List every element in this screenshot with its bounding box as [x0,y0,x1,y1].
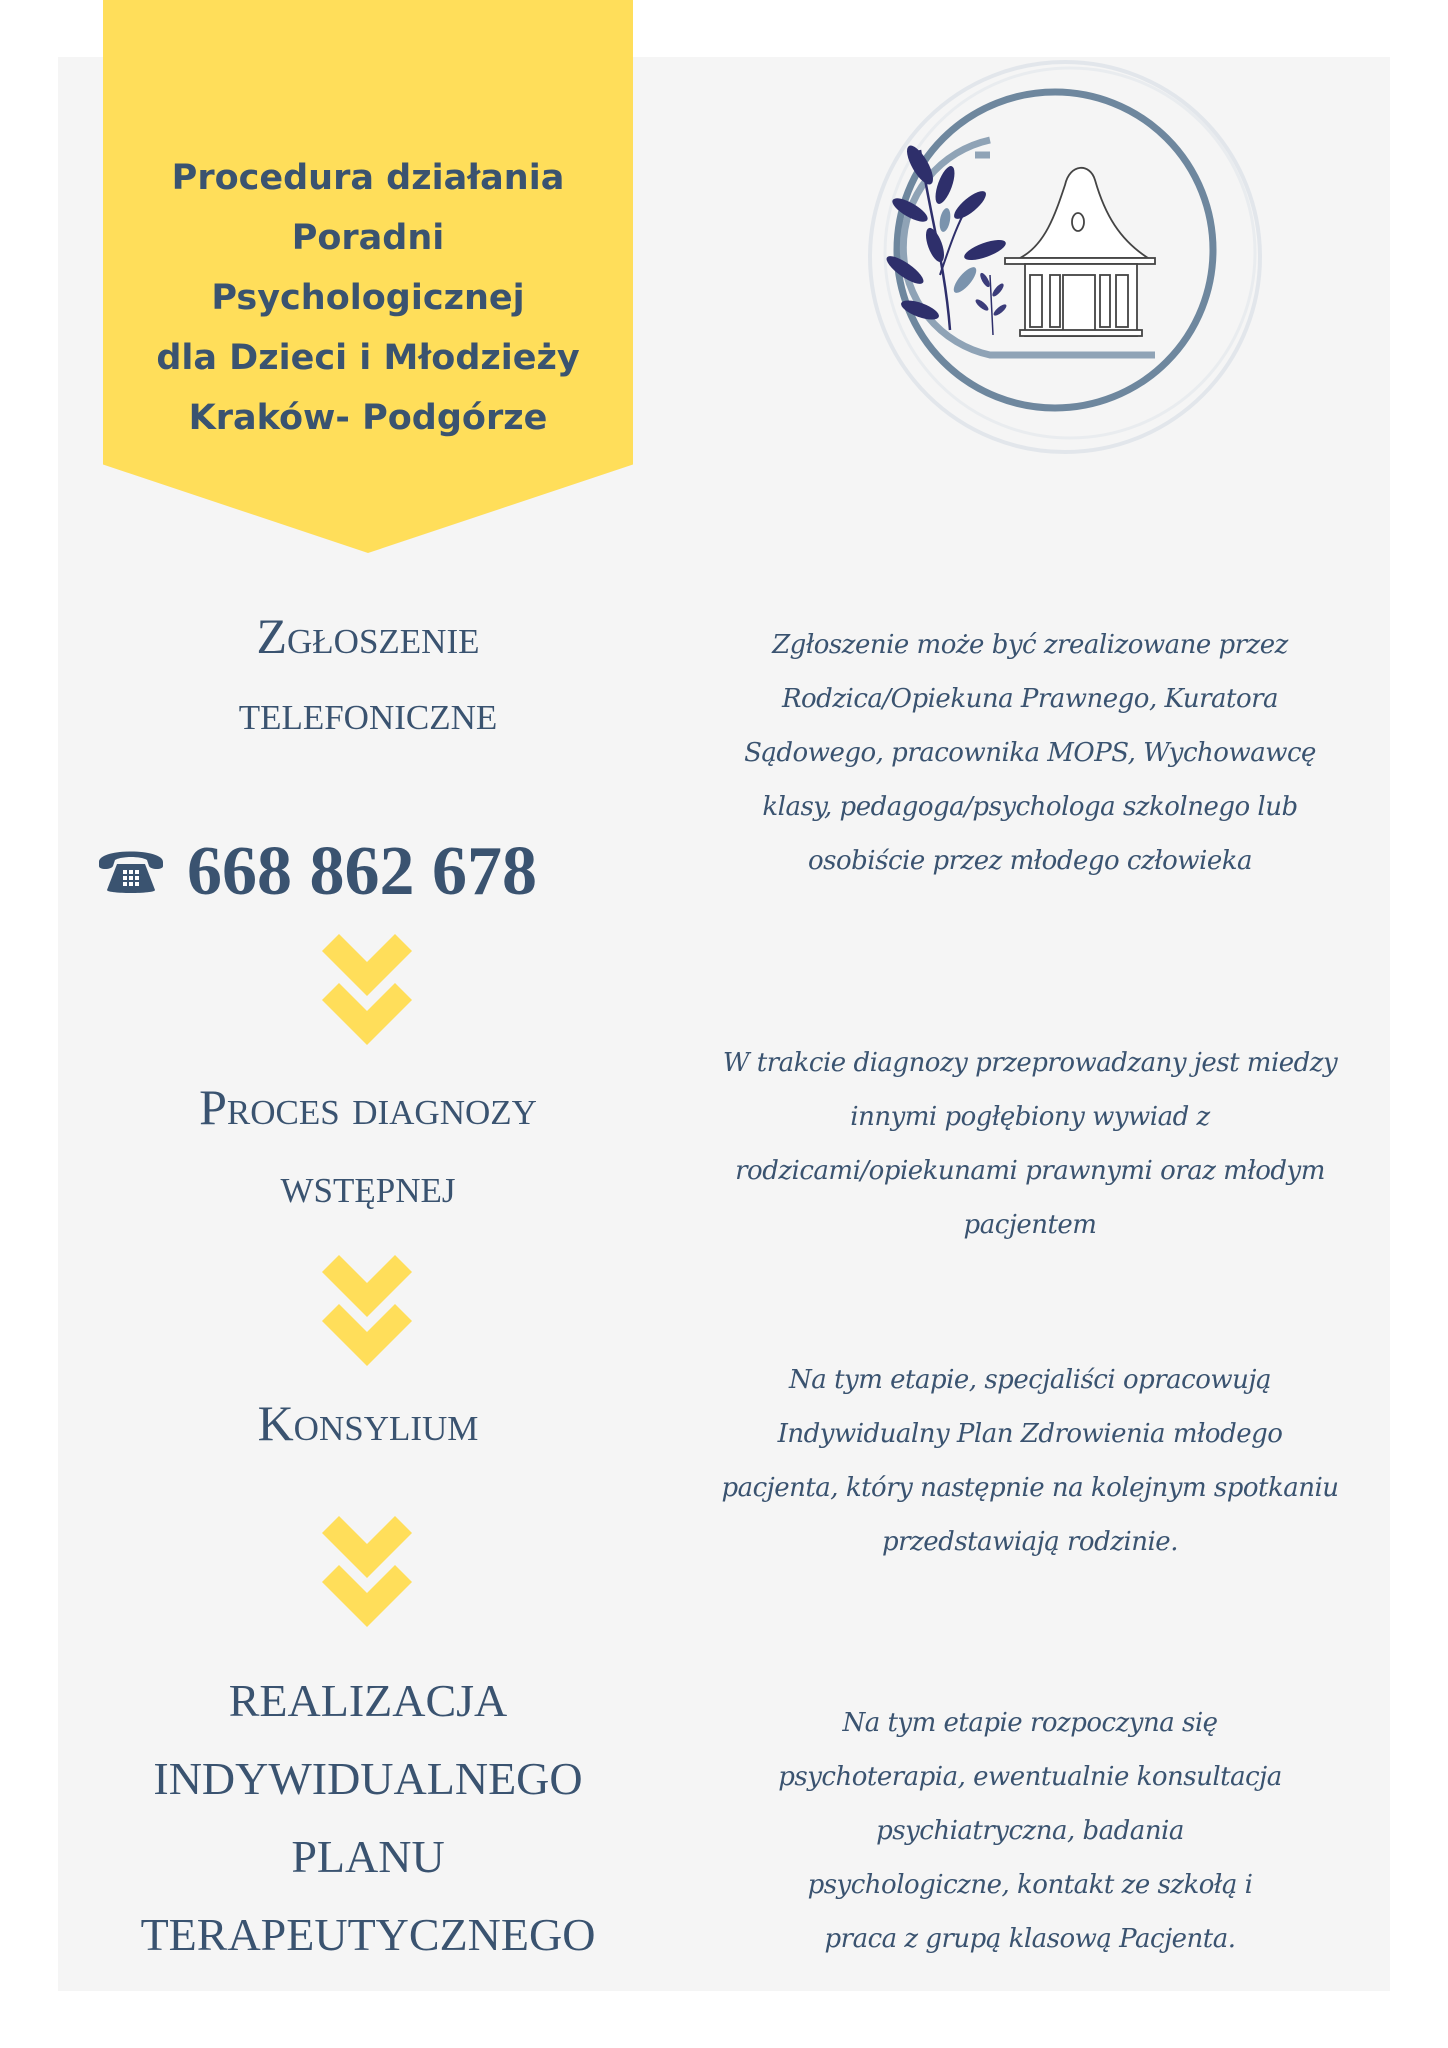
step-title-proces-diagnozy [80,1068,656,1224]
step-title-line: INDYWIDUALNEGO [153,1753,583,1804]
step-description-realizacja [700,1696,1360,1966]
description-line: Na tym etapie, specjaliści opracowują [789,1365,1271,1395]
step-title-realizacja [80,1662,656,1974]
description-line: Zgłoszenie może być zrealizowane przez [772,630,1288,660]
description-line: przedstawiają rodzinie. [882,1527,1178,1557]
banner-title-line: Kraków- Podgórze [188,398,548,438]
description-line: osobiście przez młodego człowieka [808,846,1252,876]
description-line: pacjenta, który następnie na kolejnym spotkaniu [721,1473,1339,1503]
step-title-line: PLANU [291,1831,445,1882]
description-line: Indywidualny Plan Zdrowienia młodego [777,1419,1283,1449]
banner-title-line: Procedura działania [171,158,565,198]
step-description-proces-diagnozy [700,1036,1360,1252]
description-line: psychoterapia, ewentualnie konsultacja [778,1762,1282,1792]
description-line: pacjentem [963,1210,1097,1240]
chevron-down-icon [322,933,412,1045]
step-title-zgloszenie [103,598,633,750]
description-line: Na tym etapie rozpoczyna się [842,1708,1218,1738]
description-line: praca z grupą klasową Pacjenta. [824,1924,1236,1954]
description-line: psychologiczne, kontakt ze szkołą i [807,1870,1253,1900]
step-title-konsylium [103,1384,633,1462]
description-line: innymi pogłębiony wywiad z [850,1102,1210,1132]
chevron-down-icon [322,1254,412,1366]
step-title-line: Proces diagnozy [199,1079,537,1135]
step-title-line: REALIZACJA [228,1675,508,1726]
step-title-line: Zgłoszenie [256,608,480,664]
banner-title-line: dla Dzieci i Młodzieży [156,338,580,378]
house-with-plant-logo-icon [850,45,1300,485]
chevron-down-icon [322,1515,412,1627]
step-title-line: wstępnej [280,1157,456,1213]
step-title-line: Konsylium [257,1395,479,1451]
telephone-icon [95,844,167,900]
step-title-line: TERAPEUTYCZNEGO [140,1909,596,1960]
description-line: Rodzica/Opiekuna Prawnego, Kuratora [781,684,1279,714]
step-title-line: telefoniczne [238,684,498,740]
step-description-konsylium [700,1353,1360,1569]
description-line: rodzicami/opiekunami prawnymi oraz młodym [735,1156,1325,1186]
step-description-zgloszenie [700,618,1360,888]
description-line: W trakcie diagnozy przeprowadzany jest miedzy [722,1048,1338,1078]
phone-number[interactable]: 668 862 678 [187,833,537,910]
description-line: Sądowego, pracownika MOPS, Wychowawcę [744,738,1316,768]
description-line: psychiatryczna, badania [876,1816,1184,1846]
description-line: klasy, pedagoga/psychologa szkolnego lub [762,792,1298,822]
banner-title [103,148,633,448]
phone-contact [95,832,537,912]
banner-title-line: Poradni [291,218,445,258]
banner-title-line: Psychologicznej [211,278,525,318]
